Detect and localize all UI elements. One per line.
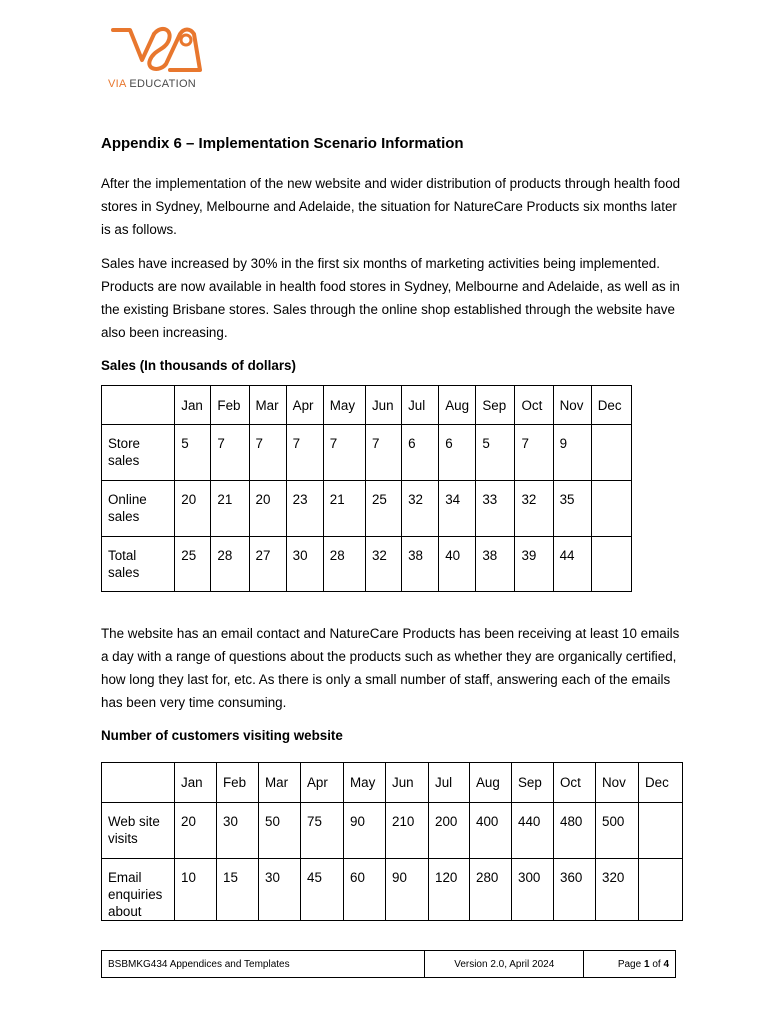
month-header: Jan: [175, 763, 217, 803]
table-cell: 15: [217, 859, 259, 921]
header-empty-cell: [102, 386, 175, 425]
table-cell: 7: [249, 425, 286, 481]
table-cell: 44: [553, 537, 591, 592]
table-cell: 9: [553, 425, 591, 481]
table-cell: 90: [386, 859, 429, 921]
logo-via-text: VIA: [108, 78, 127, 90]
month-header: Oct: [515, 386, 553, 425]
table-cell: 210: [386, 803, 429, 859]
table-cell: 21: [211, 481, 249, 537]
footer-page-total: 4: [663, 958, 669, 970]
table-cell: [639, 859, 683, 921]
row-label: Email enquiries about: [102, 859, 175, 921]
table-cell: [591, 537, 631, 592]
table-cell: 32: [515, 481, 553, 537]
table-cell: 30: [286, 537, 323, 592]
table-cell: 35: [553, 481, 591, 537]
visits-table: [101, 762, 683, 921]
via-logo-mark-icon: [110, 26, 202, 74]
table-cell: 480: [554, 803, 596, 859]
month-header: Nov: [596, 763, 639, 803]
page-title: Appendix 6 – Implementation Scenario Information: [101, 135, 464, 152]
table-cell: 21: [323, 481, 365, 537]
month-header: Feb: [217, 763, 259, 803]
month-header: Dec: [591, 386, 631, 425]
table-cell: 400: [470, 803, 512, 859]
table-header-row: [102, 386, 632, 425]
table-cell: 50: [259, 803, 301, 859]
sales-table: [101, 385, 632, 592]
table-row: [102, 481, 632, 537]
month-header: Jul: [429, 763, 470, 803]
logo-wordmark: [108, 78, 196, 90]
month-header: Jan: [175, 386, 211, 425]
month-header: Mar: [249, 386, 286, 425]
footer-page-current: 1: [643, 958, 650, 970]
table-cell: 500: [596, 803, 639, 859]
table-cell: 5: [476, 425, 515, 481]
table-cell: 90: [344, 803, 386, 859]
month-header: Sep: [512, 763, 554, 803]
table-cell: 20: [175, 481, 211, 537]
month-header: Nov: [553, 386, 591, 425]
table-cell: 39: [515, 537, 553, 592]
table-cell: 6: [439, 425, 476, 481]
table-cell: 200: [429, 803, 470, 859]
month-header: Aug: [439, 386, 476, 425]
table-cell: 6: [402, 425, 439, 481]
table-cell: 7: [323, 425, 365, 481]
paragraph-sales-growth: Sales have increased by 30% in the first six months of marketing activities being implemented. Products are now available in health food stores in Sydney, Melbourne and Adelaide, as well as in the existing Brisbane stores. Sales through the online shop established through the website have also been increasing.: [101, 256, 680, 340]
table-cell: 7: [211, 425, 249, 481]
sales-table-title: Sales (In thousands of dollars): [101, 358, 296, 373]
month-header: Dec: [639, 763, 683, 803]
table-cell: 32: [402, 481, 439, 537]
footer-version: Version 2.0, April 2024: [425, 951, 584, 978]
table-cell: 7: [365, 425, 401, 481]
logo-education-text: EDUCATION: [129, 78, 197, 90]
month-header: May: [323, 386, 365, 425]
table-cell: 440: [512, 803, 554, 859]
table-cell: 25: [175, 537, 211, 592]
table-cell: 45: [301, 859, 344, 921]
footer-page-prefix: Page: [617, 958, 642, 970]
footer-page-number: [584, 951, 676, 978]
table-cell: 300: [512, 859, 554, 921]
month-header: Feb: [211, 386, 249, 425]
row-label: Online sales: [102, 481, 175, 537]
table-cell: 120: [429, 859, 470, 921]
table-cell: 38: [476, 537, 515, 592]
table-cell: 7: [515, 425, 553, 481]
table-cell: 34: [439, 481, 476, 537]
month-header: Mar: [259, 763, 301, 803]
table-cell: 30: [259, 859, 301, 921]
table-cell: 28: [323, 537, 365, 592]
month-header: Sep: [476, 386, 515, 425]
table-cell: 23: [286, 481, 323, 537]
row-label: Store sales: [102, 425, 175, 481]
table-row: [102, 859, 683, 921]
table-cell: 75: [301, 803, 344, 859]
table-cell: 320: [596, 859, 639, 921]
table-row: [102, 537, 632, 592]
table-cell: 280: [470, 859, 512, 921]
via-education-logo: [108, 26, 208, 94]
month-header: Jun: [386, 763, 429, 803]
table-cell: 20: [175, 803, 217, 859]
footer-document-name: BSBMKG434 Appendices and Templates: [102, 951, 425, 978]
table-cell: [591, 481, 631, 537]
table-cell: 30: [217, 803, 259, 859]
table-cell: 20: [249, 481, 286, 537]
table-row: [102, 803, 683, 859]
table-cell: 5: [175, 425, 211, 481]
header-empty-cell: [102, 763, 175, 803]
table-cell: 33: [476, 481, 515, 537]
table-header-row: [102, 763, 683, 803]
table-cell: 25: [365, 481, 401, 537]
month-header: Apr: [301, 763, 344, 803]
table-cell: 40: [439, 537, 476, 592]
table-cell: 32: [365, 537, 401, 592]
table-cell: 27: [249, 537, 286, 592]
table-cell: 28: [211, 537, 249, 592]
table-cell: 60: [344, 859, 386, 921]
table-cell: 7: [286, 425, 323, 481]
month-header: Oct: [554, 763, 596, 803]
month-header: Jul: [402, 386, 439, 425]
month-header: Aug: [470, 763, 512, 803]
table-cell: 38: [402, 537, 439, 592]
table-cell: [591, 425, 631, 481]
footer-page-of: of: [652, 958, 661, 970]
row-label: Total sales: [102, 537, 175, 592]
table-cell: 360: [554, 859, 596, 921]
table-row: [102, 425, 632, 481]
month-header: Apr: [286, 386, 323, 425]
paragraph-intro: After the implementation of the new website and wider distribution of products through health food stores in Sydney, Melbourne and Adelaide, the situation for NatureCare Products six months later is as follows.: [101, 176, 681, 237]
table-cell: [639, 803, 683, 859]
month-header: Jun: [365, 386, 401, 425]
month-header: May: [344, 763, 386, 803]
table-cell: 10: [175, 859, 217, 921]
visits-table-title: Number of customers visiting website: [101, 728, 343, 743]
row-label: Web site visits: [102, 803, 175, 859]
paragraph-email: The website has an email contact and NatureCare Products has been receiving at least 10 emails a day with a range of questions about the products such as whether they are organically certified, how long they last for, etc. As there is only a small number of staff, answering each of the emails has been very time consuming.: [101, 626, 680, 710]
page-footer: [101, 950, 676, 978]
